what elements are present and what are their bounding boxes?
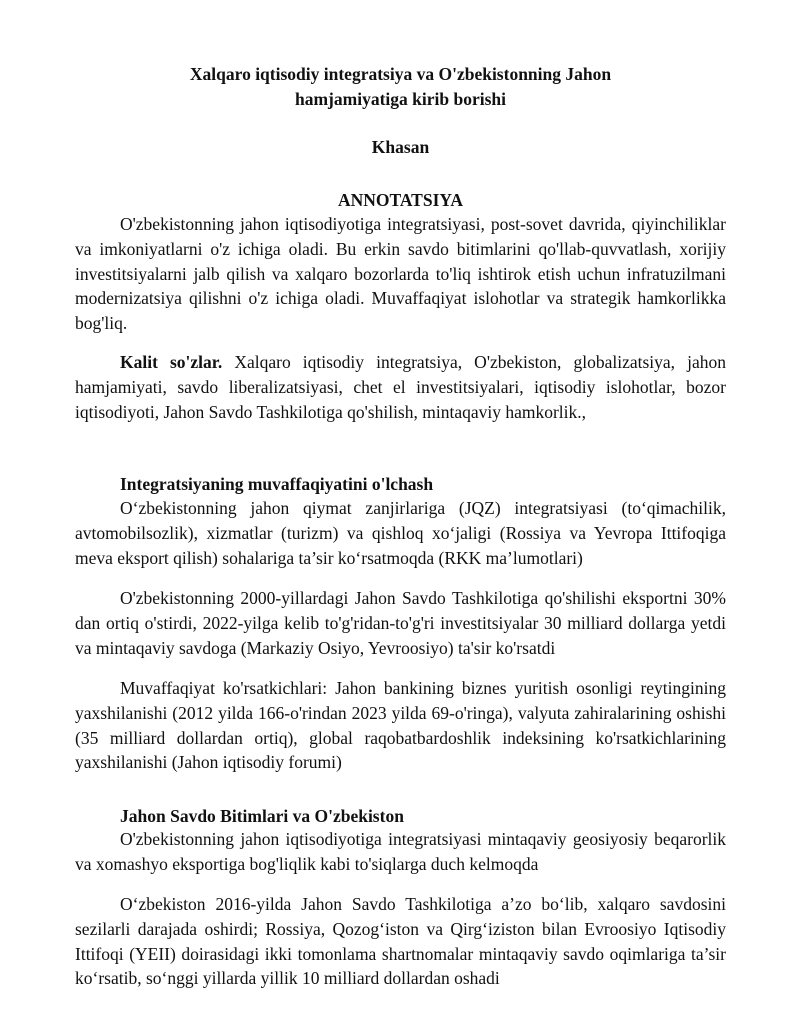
paragraph: O‘zbekistonning jahon qiymat zanjirlariga (JQZ) integratsiyasi (to‘qimachilik, avtomobilsozlik), xizmatlar (turizm) va qishloq xo‘jaligi (Rossiya va Yevropa Ittifoqiga meva eksport qilish) sohalariga ta’sir ko‘rsatmoqda (RKK ma’lumotlari) (75, 498, 726, 568)
annotation-text: O'zbekistonning jahon iqtisodiyotiga integratsiyasi, post-sovet davrida, qiyinchiliklar va imkoniyatlarni o'z ichiga oladi. Bu erkin savdo bitimlarini qo'llab-quvvatlash, xorijiy investitsiyalarni jalb qilish va xalqaro bozorlarda to'liq ishtirok etish uchun infratuzilmani modernizatsiya qilishni o'z ichiga oladi. Muvaffaqiyat islohotlar va strategik hamkorlikka bog'liq. (75, 214, 726, 334)
section-heading-trade-agreements: Jahon Savdo Bitimlari va O'zbekiston (120, 806, 404, 826)
author-name: Khasan (371, 137, 430, 157)
document-page (75, 62, 726, 989)
section-1-paragraph-2 (75, 586, 726, 660)
title-line-1: Xalqaro iqtisodiy integratsiya va O'zbekistonning Jahon (189, 64, 612, 84)
paragraph: O'zbekistonning 2000-yillardagi Jahon Savdo Tashkilotiga qo'shilishi eksportni 30% dan ortiq o'stirdi, 2022-yilga kelib to'g'ridan-to'g'ri investitsiyalar 30 milliard dollarga yetdi va mintaqaviy savdoga (Markaziy Osiyo, Yevroosiyo) ta'sir ko'rsatdi (75, 588, 726, 658)
section-heading-integration-success: Integratsiyaning muvaffaqiyatini o'lchash (120, 474, 434, 494)
paragraph: Muvaffaqiyat ko'rsatkichlari: Jahon bankining biznes yuritish osonligi reytingining yaxshilanishi (2012 yilda 166-o'rindan 2023 yilda 69-o'ringa), valyuta zahiralarining oshishi (35 milliard dollardan ortiq), global raqobatbardoshlik indeksining ko'rsatkichlarining yaxshilanishi (Jahon iqtisodiy forumi) (75, 678, 726, 773)
paper-title (75, 62, 726, 112)
title-line-2: hamjamiyatiga kirib borishi (295, 89, 506, 109)
keywords-label: Kalit so'zlar. (120, 352, 223, 372)
keywords-text: Xalqaro iqtisodiy integratsiya, O'zbekiston, globalizatsiya, jahon hamjamiyati, savdo liberalizatsiyasi, chet el investitsiyalari, iqtisodiy islohotlar, bozor iqtisodiyoti, Jahon Savdo Tashkilotiga qo'shilish, mintaqaviy hamkorlik., (75, 352, 726, 422)
section-1-paragraph-1 (75, 496, 726, 570)
section-2-paragraph-1 (75, 827, 726, 877)
paragraph: O'zbekistonning jahon iqtisodiyotiga integratsiyasi mintaqaviy geosiyosiy beqarorlik va xomashyo eksportiga bog'liqlik kabi to'siqlarga duch kelmoqda (75, 829, 726, 874)
keywords-block (75, 350, 726, 424)
paragraph: O‘zbekiston 2016-yilda Jahon Savdo Tashkilotiga a’zo bo‘lib, xalqaro savdosini sezilarli darajada oshirdi; Rossiya, Qozog‘iston va Qirg‘iziston bilan Evroosiyo Iqtisodiy Ittifoqi (YEII) doirasidagi ikki tomonlama shartnomalar mintaqaviy savdo oqimlariga ta’sir ko‘rsatib, so‘nggi yillarda yillik 10 milliard dollardan oshadi (75, 894, 726, 989)
section-2-paragraph-2 (75, 892, 726, 991)
annotation-block (75, 212, 726, 336)
keywords-paragraph (75, 350, 726, 424)
section-1-paragraph-3 (75, 676, 726, 775)
annotation-heading: ANNOTATSIYA (337, 190, 464, 210)
